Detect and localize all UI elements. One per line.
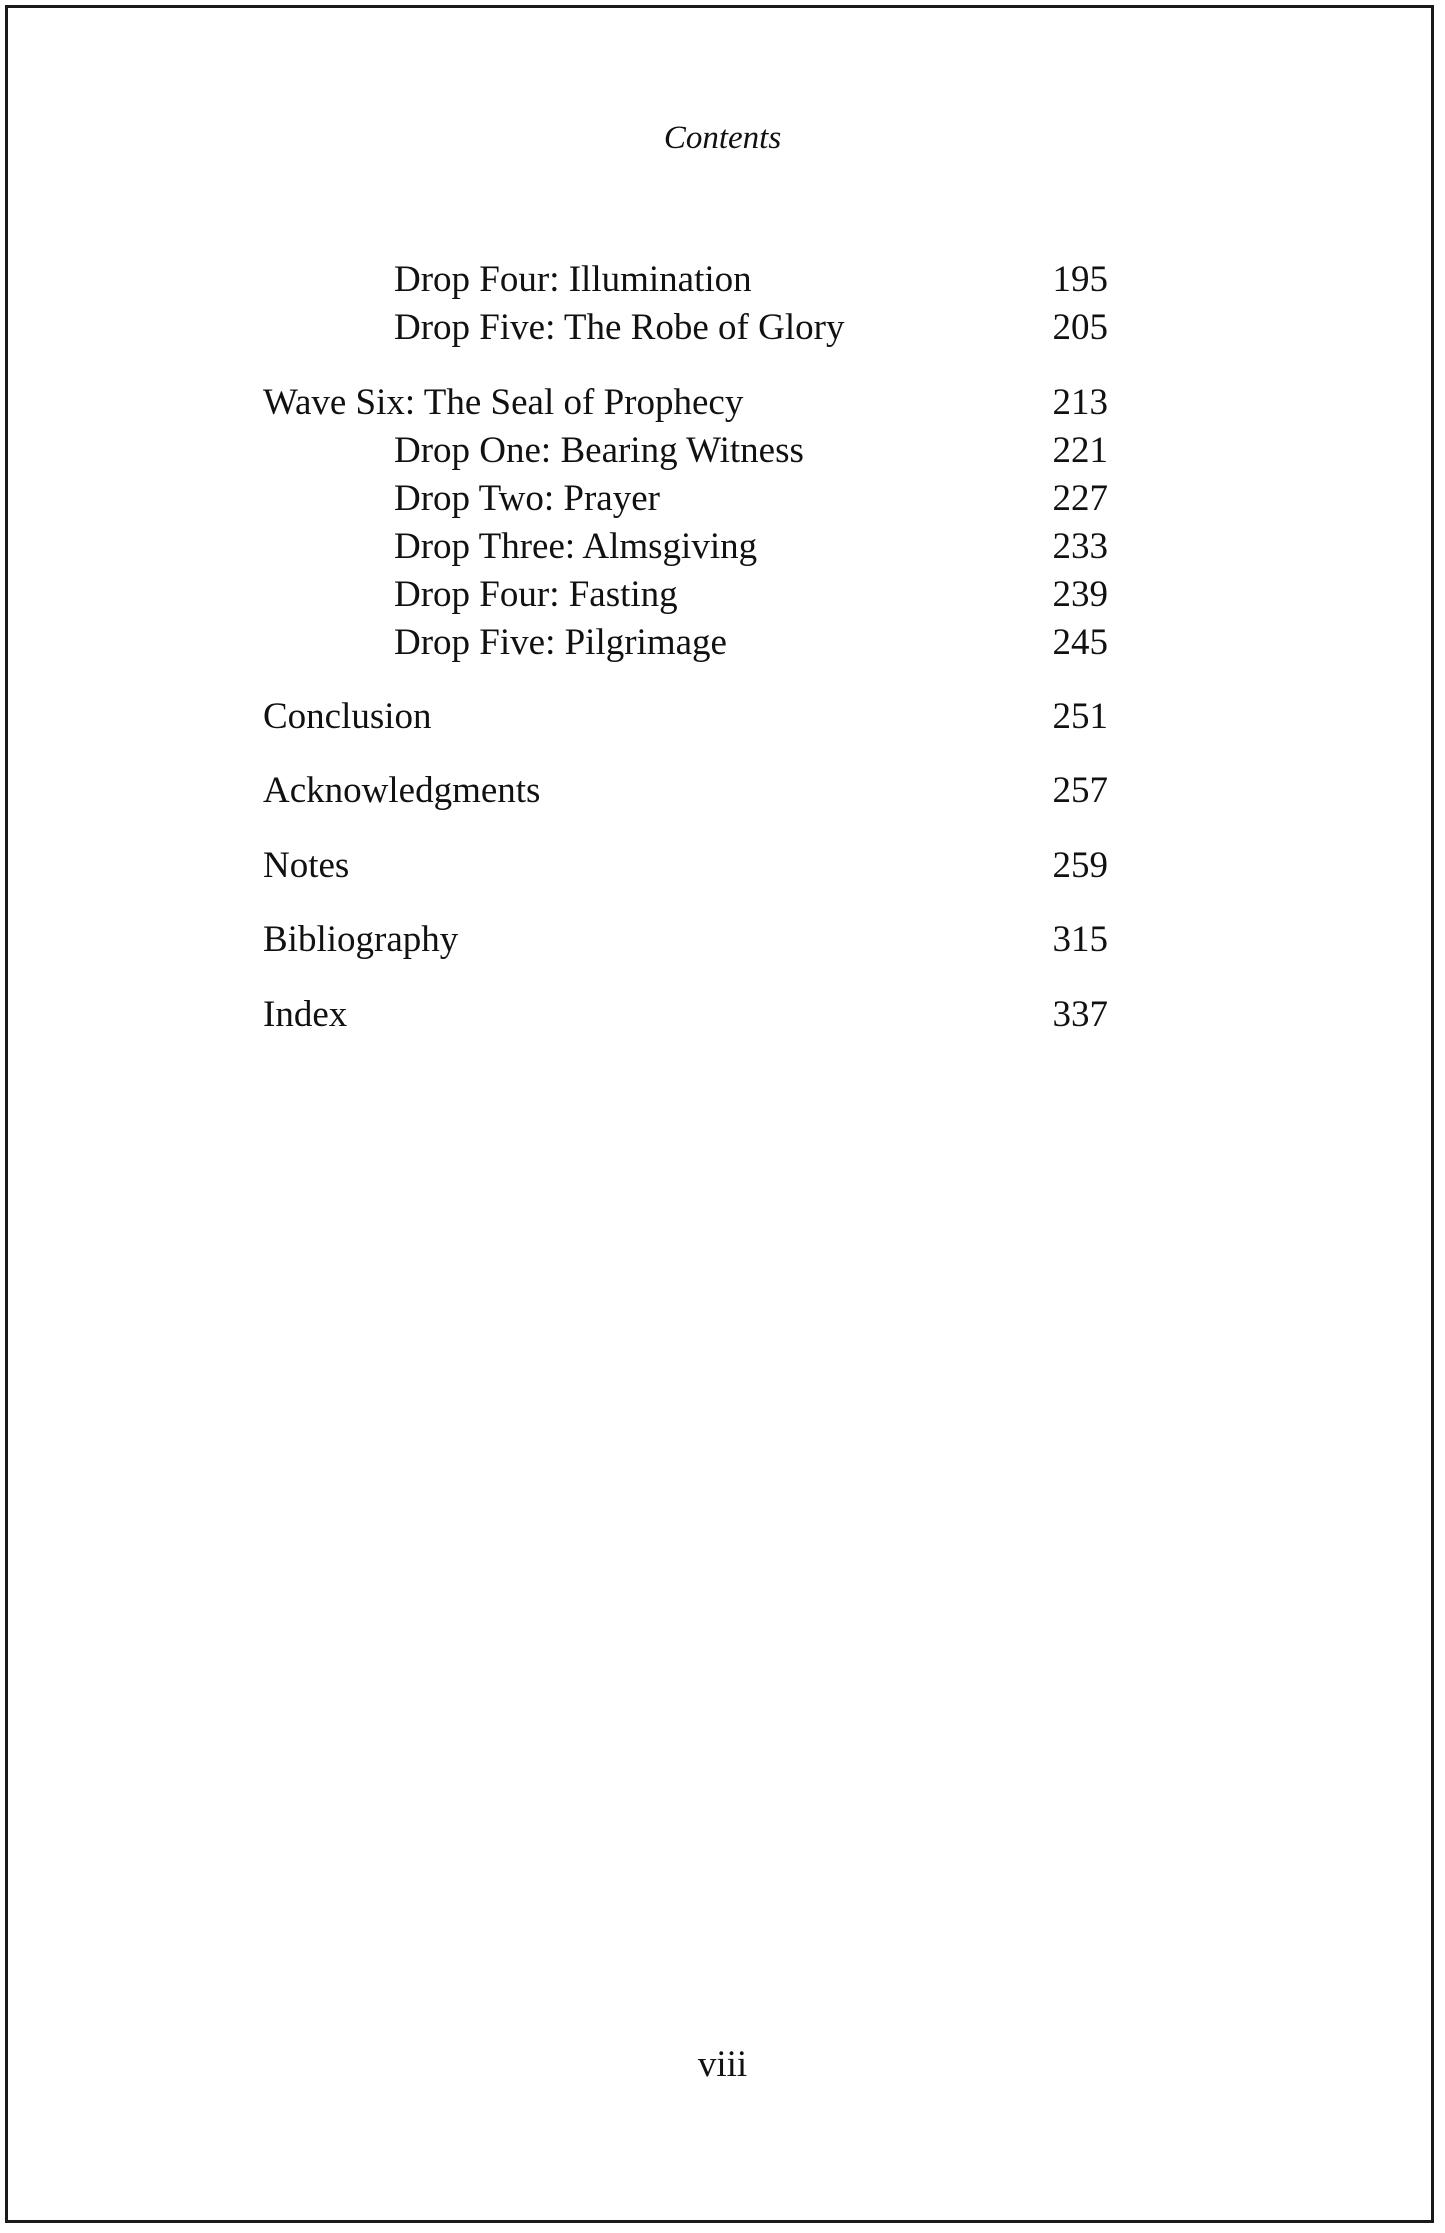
toc-entry	[263, 380, 1108, 426]
toc-entry	[263, 476, 1108, 522]
toc-entry-title: Acknowledgments	[263, 770, 541, 811]
toc-entry	[263, 768, 1108, 814]
toc-entry-page: 205	[1052, 307, 1108, 348]
toc-entry-page: 227	[1052, 478, 1108, 519]
toc-entry-title: Index	[263, 994, 348, 1035]
toc-entry	[263, 305, 1108, 351]
toc-entry	[263, 992, 1108, 1038]
toc-entry	[263, 428, 1108, 474]
toc-entry	[263, 694, 1108, 740]
toc-entry-page: 315	[1052, 919, 1108, 960]
toc-entry-title: Conclusion	[263, 696, 432, 737]
toc-entry-page: 245	[1052, 622, 1108, 663]
toc-entry	[263, 572, 1108, 618]
page-number: viii	[697, 2044, 748, 2085]
toc-entry-title: Drop Five: The Robe of Glory	[394, 307, 845, 348]
toc-entry-page: 251	[1052, 696, 1108, 737]
toc-entry-page: 337	[1052, 994, 1108, 1035]
toc-entry-page: 195	[1052, 259, 1108, 300]
running-head: Contents	[663, 120, 782, 156]
toc-entry-title: Notes	[263, 845, 350, 886]
toc-entry	[263, 257, 1108, 303]
toc-entry-page: 233	[1052, 526, 1108, 567]
toc-entry-title: Drop Four: Fasting	[394, 574, 678, 615]
toc-entry-title: Drop Five: Pilgrimage	[394, 622, 727, 663]
toc-entry-title: Wave Six: The Seal of Prophecy	[263, 382, 744, 423]
toc-entry-title: Bibliography	[263, 919, 459, 960]
toc-entry-page: 257	[1052, 770, 1108, 811]
toc-entry-page: 239	[1052, 574, 1108, 615]
toc-entry-title: Drop Three: Almsgiving	[394, 526, 758, 567]
toc-entry	[263, 843, 1108, 889]
toc-entry	[263, 524, 1108, 570]
toc-entry-title: Drop Four: Illumination	[394, 259, 752, 300]
toc-entry-title: Drop One: Bearing Witness	[394, 430, 804, 471]
toc-entry-page: 259	[1052, 845, 1108, 886]
toc-entry	[263, 620, 1108, 666]
toc-entry-page: 213	[1052, 382, 1108, 423]
toc-entry	[263, 917, 1108, 963]
toc-entry-title: Drop Two: Prayer	[394, 478, 660, 519]
toc-entry-page: 221	[1052, 430, 1108, 471]
